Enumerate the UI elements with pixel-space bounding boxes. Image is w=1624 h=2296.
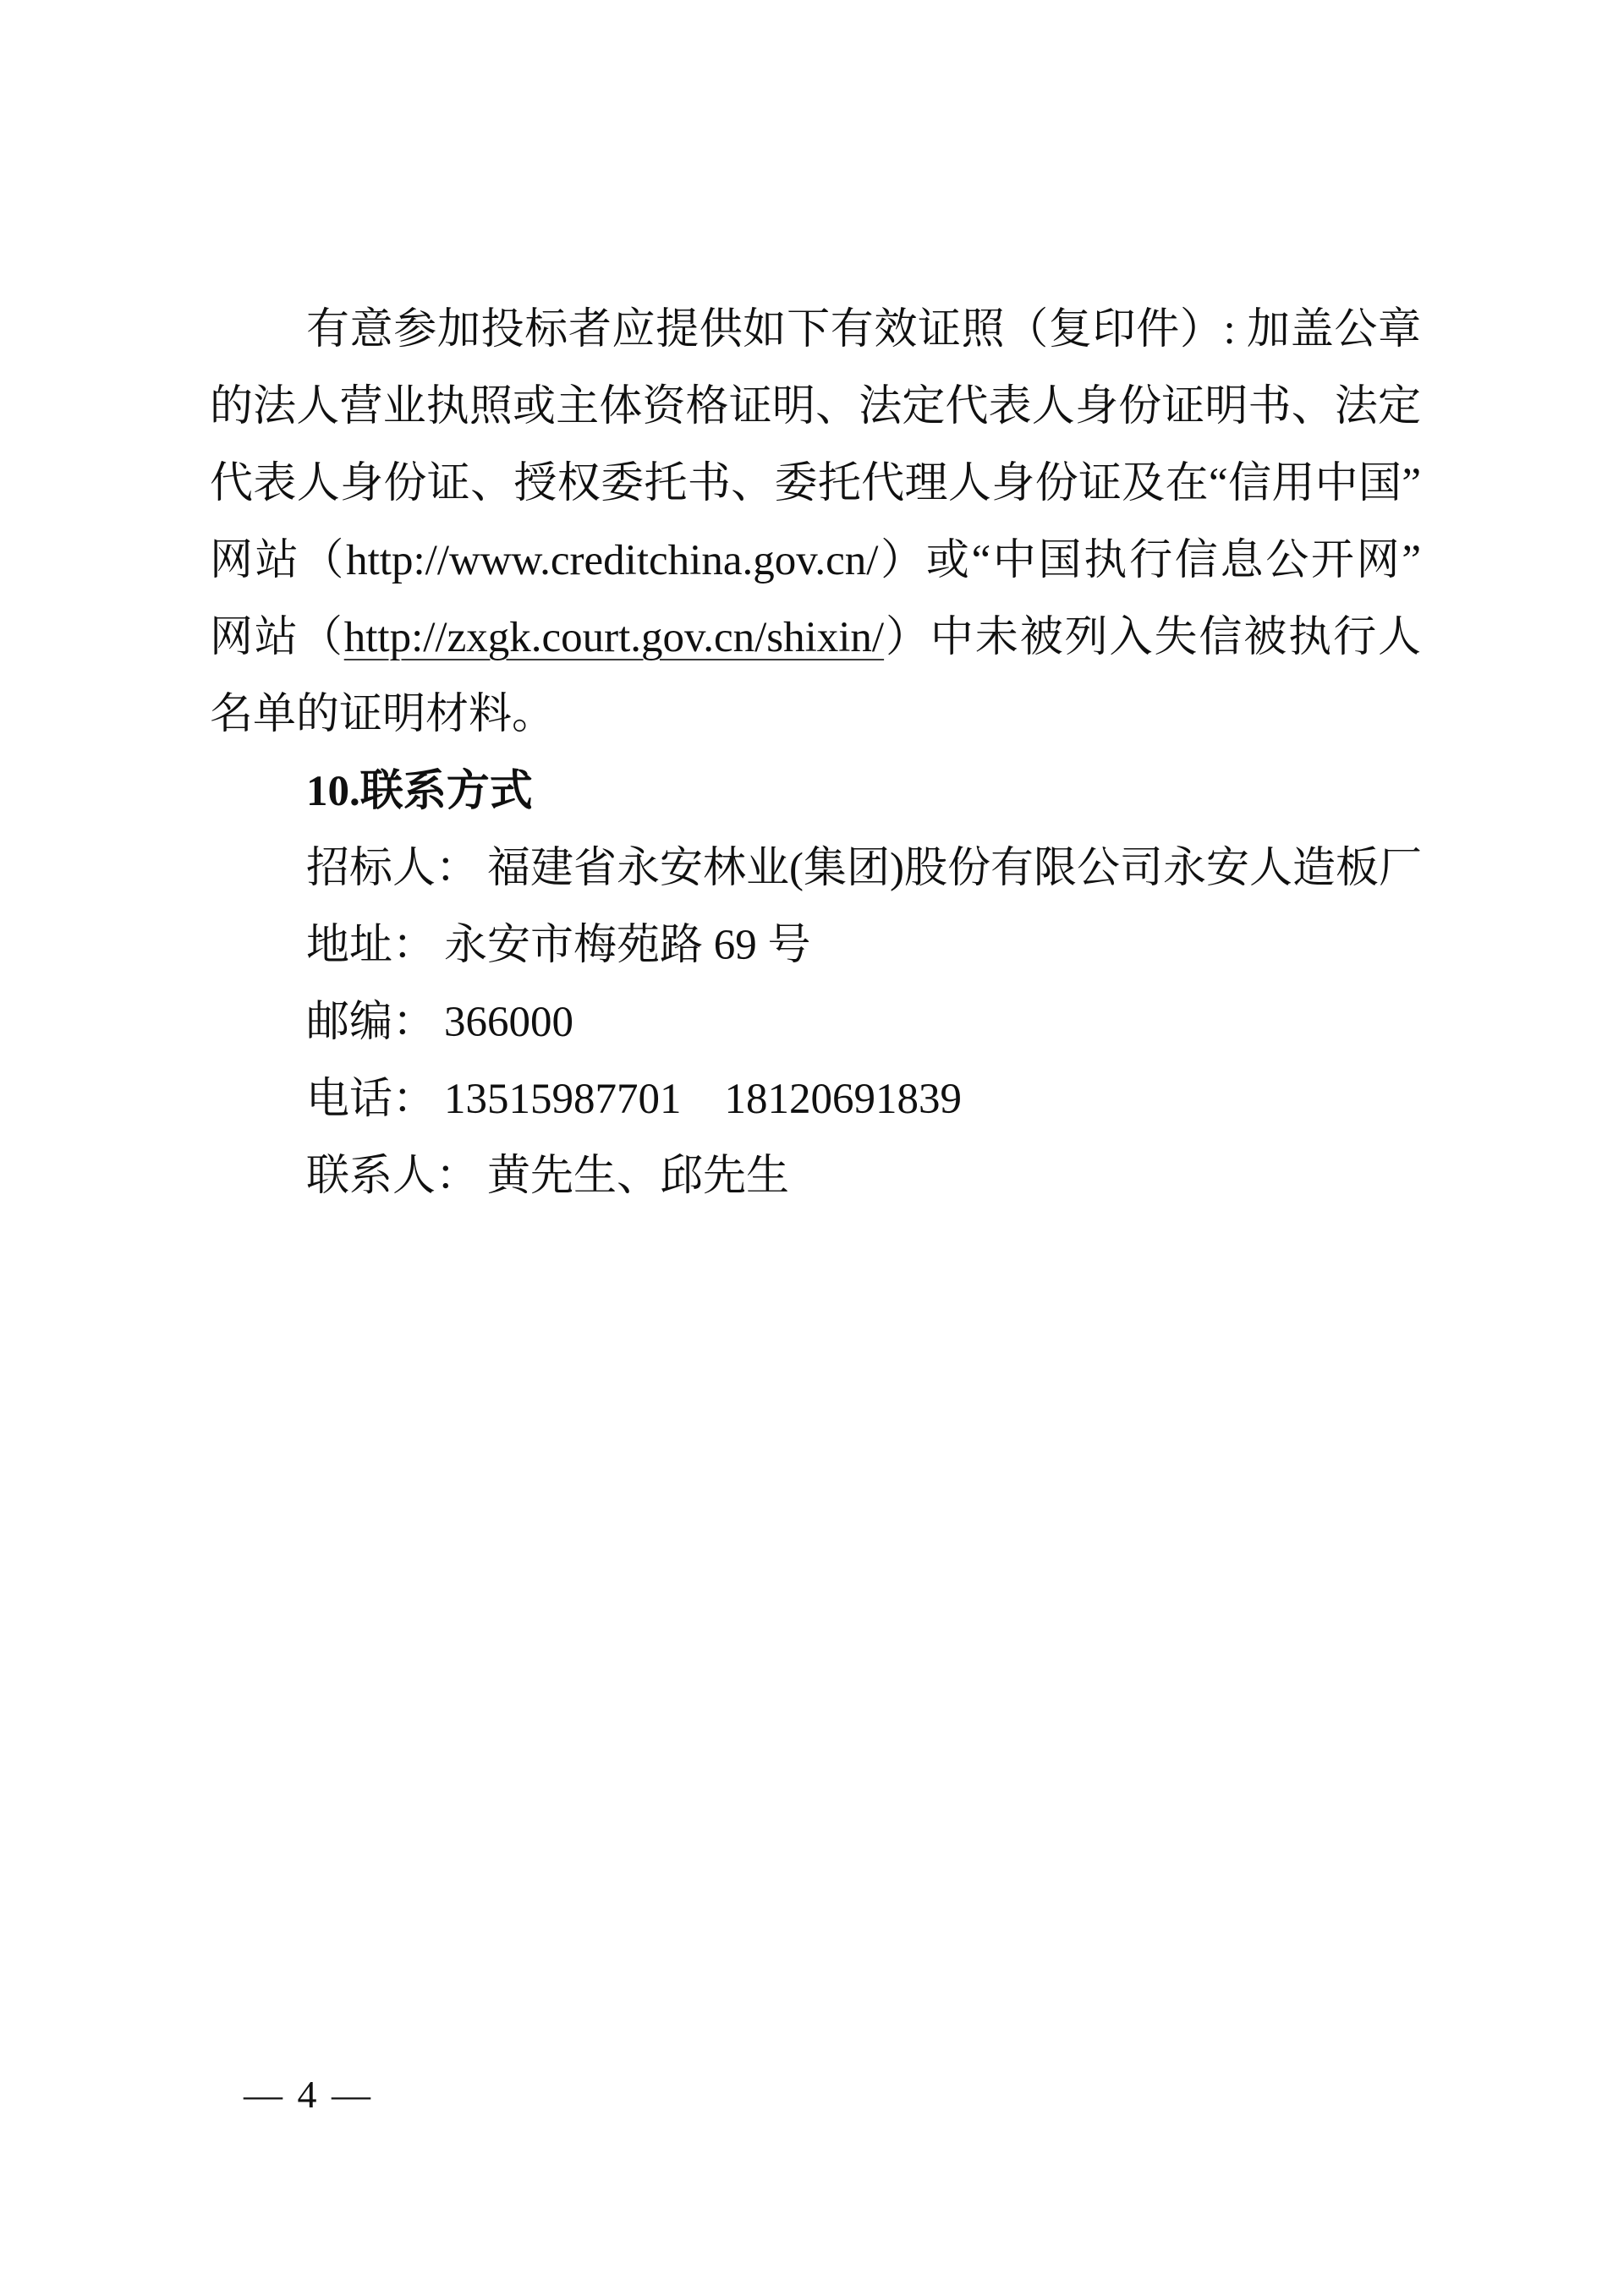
contact-row-person (210, 1138, 1421, 1215)
contact-value: 黄先生、邱先生 (487, 1153, 790, 1200)
paragraph-line-4 (210, 523, 1421, 600)
section-heading-contact: 10.联系方式 (306, 768, 533, 815)
page-number: — 4 — (244, 2073, 373, 2116)
contact-row-phone (210, 1061, 1421, 1138)
contact-label: 招标人： (306, 845, 480, 892)
website-label: 网站（ (210, 537, 347, 584)
contact-value: 永安市梅苑路 69 号 (444, 922, 811, 969)
creditchina-url: http://www.creditchina.gov.cn/ (346, 537, 879, 584)
website-label-suffix: ）或“中国执行信息公开网” (878, 537, 1421, 584)
contact-value: 13515987701 18120691839 (444, 1076, 963, 1123)
website-label-suffix: ）中未被列入失信被执行人 (884, 614, 1421, 661)
contact-label: 邮编： (306, 999, 436, 1046)
contact-row-bidder (210, 830, 1421, 907)
zxgk-court-url[interactable]: http://zxgk.court.gov.cn/shixin/ (343, 614, 885, 661)
contact-label: 电话： (306, 1076, 436, 1123)
contact-label: 联系人： (306, 1153, 480, 1200)
paragraph-line-2: 的法人营业执照或主体资格证明、法定代表人身份证明书、法定 (210, 383, 1421, 430)
contact-row-postcode (210, 984, 1421, 1061)
website-label: 网站（ (210, 614, 344, 661)
contact-value: 福建省永安林业(集团)股份有限公司永安人造板厂 (487, 845, 1422, 892)
contact-row-address (210, 907, 1421, 984)
contact-value: 366000 (444, 999, 574, 1046)
paragraph-line-6: 名单的证明材料。 (210, 691, 556, 738)
paragraph-line-5 (210, 600, 1421, 677)
document-body (210, 292, 1421, 1215)
contact-label: 地址： (306, 922, 436, 969)
paragraph-line-1: 有意参加投标者应提供如下有效证照（复印件）: 加盖公章 (306, 306, 1421, 353)
paragraph-line-3: 代表人身份证、授权委托书、委托代理人身份证及在“信用中国” (210, 460, 1421, 507)
